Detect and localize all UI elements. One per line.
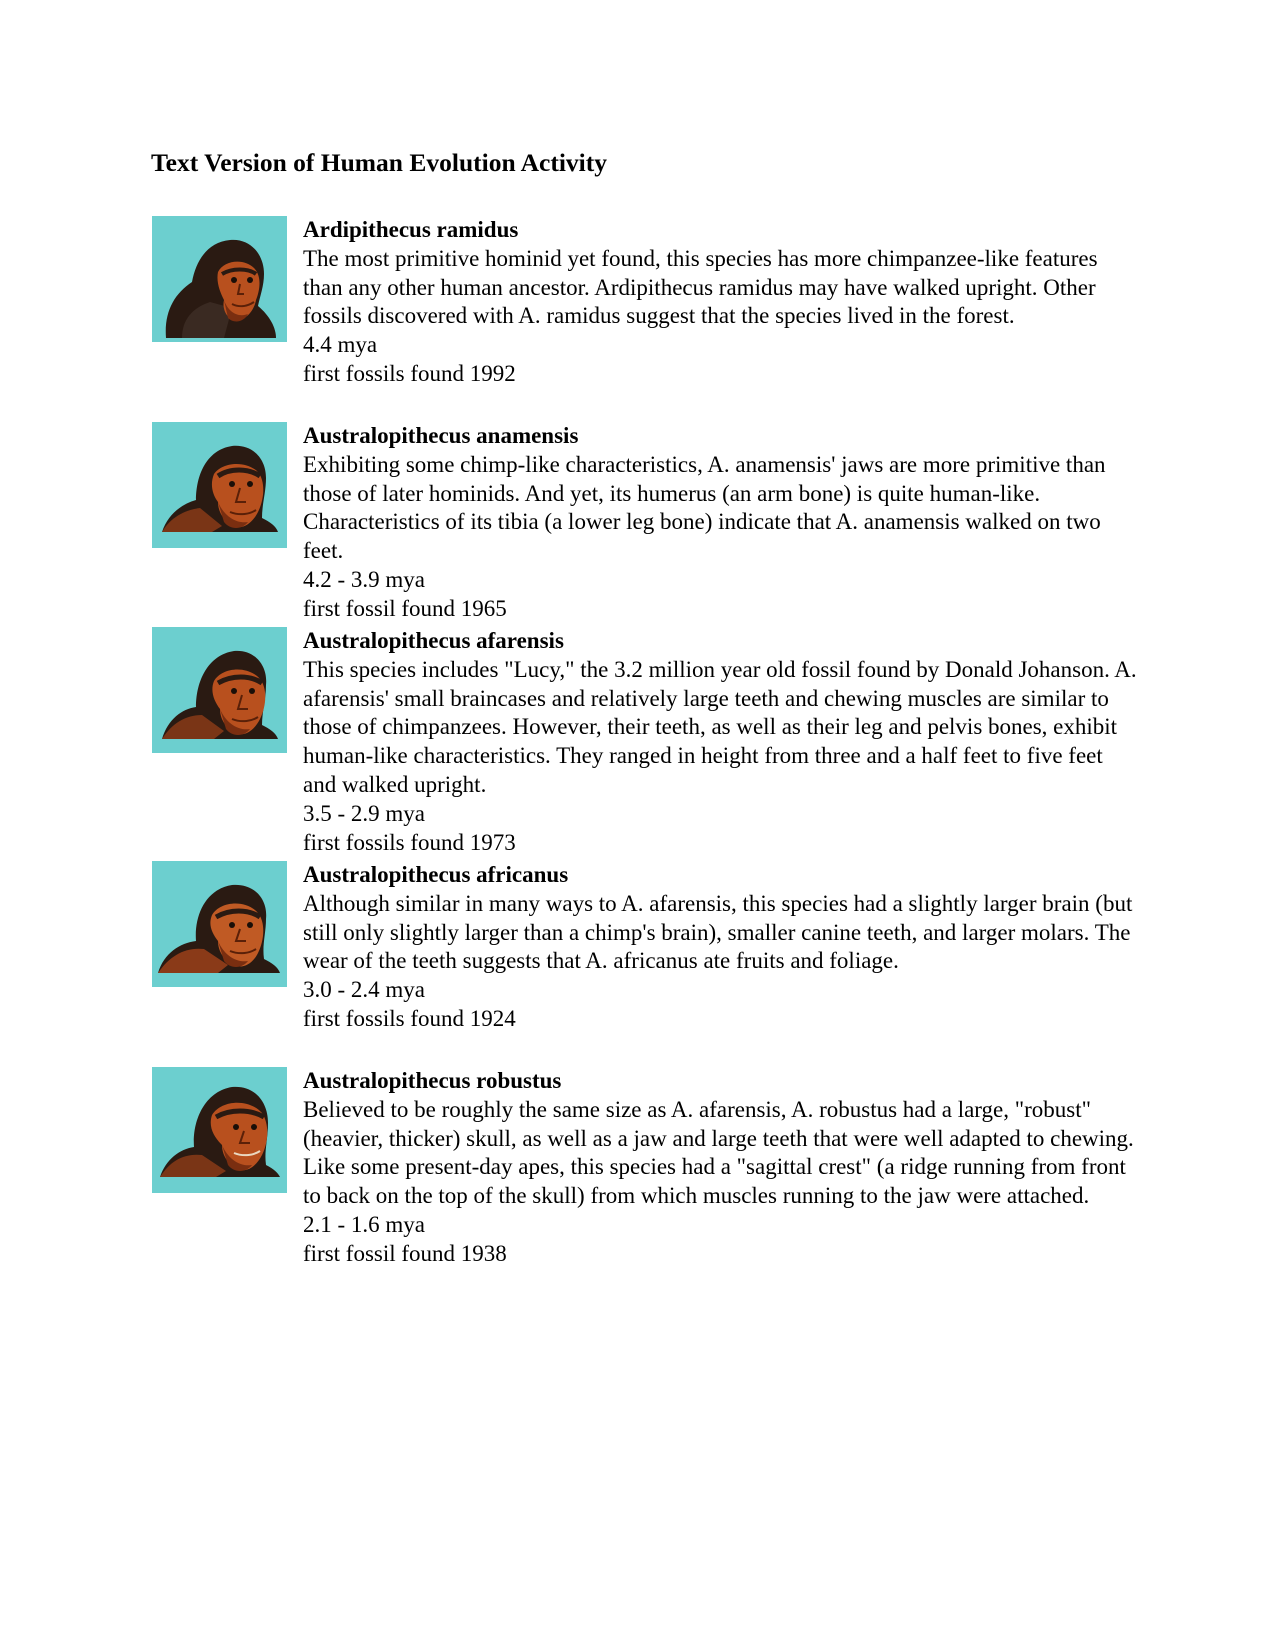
species-time-range: 4.4 mya (303, 332, 378, 358)
species-name: Australopithecus africanus (303, 862, 569, 887)
robustus-portrait-icon (152, 1067, 287, 1193)
page-title: Text Version of Human Evolution Activity (151, 148, 607, 177)
species-discovery: first fossils found 1992 (303, 360, 516, 386)
species-name: Australopithecus anamensis (303, 423, 579, 448)
species-name: Australopithecus robustus (303, 1068, 562, 1093)
species-name: Ardipithecus ramidus (303, 217, 519, 242)
species-time-range: 2.1 - 1.6 mya (303, 1211, 426, 1237)
species-discovery: first fossils found 1973 (303, 829, 516, 855)
species-description: Exhibiting some chimp-like characteristics, A. anamensis' jaws are more primitive than those of later hominids. And yet, its humerus (an arm bone) is quite human-like. Characteristics of its tibia (a lower leg bone) indicate that A. anamensis walked on two feet. (303, 451, 1106, 564)
afarensis-portrait-icon (152, 627, 287, 753)
species-discovery: first fossil found 1965 (303, 595, 507, 621)
species-description: This species includes "Lucy," the 3.2 million year old fossil found by Donald Johanson. A. afarensis' small braincases and relatively large teeth and chewing muscles are similar to those of chimpanzees. However, their teeth, as well as their leg and pelvis bones, exhibit human-like characteristics. They ranged in height from three and a half feet to five feet and walked upright. (303, 656, 1137, 797)
species-time-range: 4.2 - 3.9 mya (303, 566, 426, 592)
species-name: Australopithecus afarensis (303, 628, 564, 653)
africanus-portrait-icon (152, 861, 287, 987)
anamensis-portrait-icon (152, 422, 287, 548)
species-time-range: 3.5 - 2.9 mya (303, 800, 426, 826)
species-description: Although similar in many ways to A. afarensis, this species had a slightly larger brain (but still only slightly larger than a chimp's brain), smaller canine teeth, and larger molars. The wear of the teeth suggests that A. africanus ate fruits and foliage. (303, 890, 1133, 974)
species-description: The most primitive hominid yet found, this species has more chimpanzee-like features than any other human ancestor. Ardipithecus ramidus may have walked upright. Other fossils discovered with A. ramidus suggest that the species lived in the forest. (303, 245, 1098, 329)
species-discovery: first fossil found 1938 (303, 1240, 507, 1266)
species-time-range: 3.0 - 2.4 mya (303, 977, 426, 1003)
species-discovery: first fossils found 1924 (303, 1005, 516, 1031)
species-description: Believed to be roughly the same size as A. afarensis, A. robustus had a large, "robust" (heavier, thicker) skull, as well as a jaw and large teeth that were well adapted to chewing. Like some present-day apes, this species had a "sagittal crest" (a ridge running from front to back on the top of the skull) from which muscles running to the jaw were attached. (303, 1096, 1134, 1209)
ardipithecus-portrait-icon (152, 216, 287, 342)
